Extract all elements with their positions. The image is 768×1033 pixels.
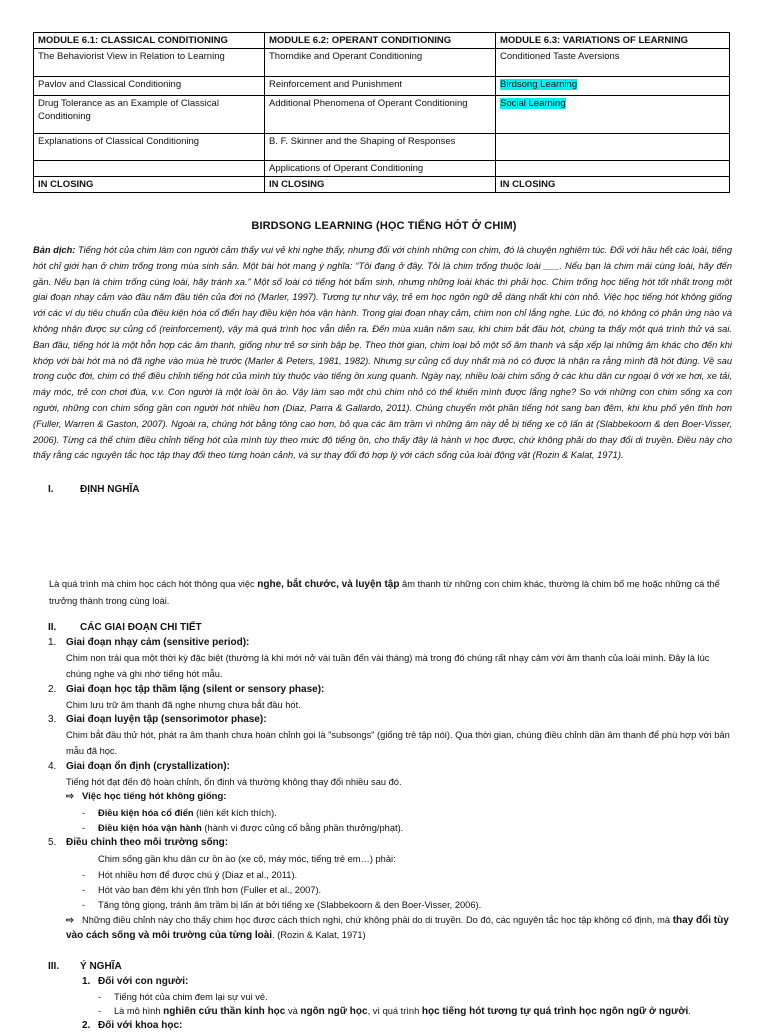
heading-stages xyxy=(48,621,202,635)
stage-title: Điều chỉnh theo môi trường sống: xyxy=(66,837,229,848)
definition-text: Là quá trình mà chim học cách hót thông qua việc xyxy=(49,579,258,589)
note-text: . (Rozin & Kalat, 1971) xyxy=(272,930,366,940)
heading-number: III. xyxy=(48,961,60,972)
list-item xyxy=(82,883,321,897)
stage-number: 2. xyxy=(48,684,57,695)
list-item xyxy=(98,1004,691,1019)
stage-title: Giai đoạn ổn định (crystallization): xyxy=(66,761,230,772)
highlighted-birdsong-learning: Birdsong Learning xyxy=(500,79,578,90)
table-cell xyxy=(496,96,730,134)
subheading-number: 2. xyxy=(82,1020,91,1031)
section-title: BIRDSONG LEARNING (HỌC TIẾNG HÓT Ở CHIM) xyxy=(251,220,517,232)
list-item xyxy=(82,898,481,912)
list-item xyxy=(82,806,277,820)
stage-description: Chim non trải qua một thời kỳ đặc biệt (thường là khi mới nở vài tuần đến vài tháng) mà trong đó chúng rất nhạy cảm với âm thanh của loài mình. Đây là lúc chúng nghe và ghi nhớ tiếng hót mẫu. xyxy=(66,653,710,679)
list-item xyxy=(82,821,403,835)
stage-item xyxy=(48,683,324,697)
subheading-text: Đối với con người: xyxy=(98,976,189,987)
stage-description: Chim lưu trữ âm thanh đã nghe nhưng chưa bắt đầu hót. xyxy=(66,700,301,710)
header-module-6-1: MODULE 6.1: CLASSICAL CONDITIONING xyxy=(34,33,265,49)
table-cell xyxy=(34,161,265,177)
table-cell: B. F. Skinner and the Shaping of Responses xyxy=(265,134,496,161)
list-item xyxy=(82,868,297,882)
subheading-number: 1. xyxy=(82,976,91,987)
table-cell: Pavlov and Classical Conditioning xyxy=(34,77,265,96)
dash-bullet: - xyxy=(98,1006,102,1016)
stage5-conclusion xyxy=(66,913,736,943)
table-cell xyxy=(496,77,730,96)
dash-bullet: - xyxy=(82,870,86,880)
arrow-icon: ⇨ xyxy=(66,915,74,925)
list-text: và xyxy=(285,1006,301,1016)
dash-bullet: - xyxy=(82,808,86,818)
note-text: Những điều chỉnh này cho thấy chim học được cách thích nghi, chứ không phải do di truyền. Do đó, các nguyên tắc học tập không cố định, mà xyxy=(82,915,673,925)
table-cell: Reinforcement and Punishment xyxy=(265,77,496,96)
list-text: (hành vi được củng cố bằng phần thưởng/phạt). xyxy=(201,823,404,833)
stage-title: Giai đoạn học tập thầm lặng (silent or sensory phase): xyxy=(66,684,325,695)
stage-number: 1. xyxy=(48,637,57,648)
table-row xyxy=(34,96,730,134)
note-emphasis: thay đổi tùy vào cách sống và môi trường của từng loài xyxy=(66,915,729,941)
table-row xyxy=(34,134,730,161)
table-cell: Drug Tolerance as an Example of Classical Conditioning xyxy=(34,96,265,134)
stage-number: 3. xyxy=(48,714,57,725)
table-cell: Thorndike and Operant Conditioning xyxy=(265,49,496,77)
dash-bullet: - xyxy=(82,823,86,833)
list-text: Hót vào ban đêm khi yên tĩnh hơn (Fuller et al., 2007). xyxy=(98,885,322,895)
list-text: Hót nhiều hơn để được chú ý (Diaz et al., 2011). xyxy=(98,870,298,880)
stage-description: Chim bắt đầu thử hót, phát ra âm thanh chưa hoàn chỉnh gọi là "subsongs" (giống trẻ tập nói). Qua thời gian, chúng điều chỉnh dần âm thanh để phù hợp với bản mẫu đã học. xyxy=(66,730,730,756)
heading-text: CÁC GIAI ĐOẠN CHI TIẾT xyxy=(80,622,202,633)
heading-definition xyxy=(48,483,139,497)
translation-text: Tiếng hót của chim làm con người cảm thấy vui vẻ khi nghe thấy, nhưng đối với chính những con chim, đó là chuyện nghiêm túc. Đối với hầu hết các loài, tiếng hót chỉ giới hạn ở chim trống trong mùa sinh sản. Một bài hót mang ý nghĩa: “Tôi đang ở đây. Tôi là chim trống thuộc loài ___. Nếu bạn là chim mái cùng loài, hãy đến gần. Nếu bạn là chim trống cùng loài, hãy tránh xa.” Một số loài có tiếng hót bẩm sinh, nhưng những loài khác thì phải học. Chim trống học tiếng hót tốt nhất trong một giai đoạn nhạy cảm vào đầu năm đầu tiên của đời nó (Marler, 1997). Tương tự như vậy, trẻ em học ngôn ngữ dễ dàng nhất khi còn nhỏ. Việc học tiếng hót không giống với các ví dụ tiêu chuẩn của điều kiện hóa cổ điển hay điều kiện hóa vận hành. Trong giai đoạn nhạy cảm, chim non chỉ lắng nghe. Lúc đó, nó không có phản ứng nào và không nhận được sự củng cố (reinforcement), vậy mà quá trình học vẫn diễn ra. Đến mùa xuân năm sau, khi chim bắt đầu hót, chúng ta thấy một quá trình thử và sai. Ban đầu, tiếng hót là một hỗn hợp các âm thanh, giống như trẻ sơ sinh bập bẹ. Theo thời gian, chim loại bỏ một số âm thanh và sắp xếp lại những âm khác cho đến khi khớp với bài hót mà nó đã nghe vào mùa hè trước (Marler & Peters, 1981, 1982). Nhưng sự củng cố duy nhất mà nó có được là nhận ra rằng mình đã hót đúng. Về sau trong cuộc đời, chim có thể điều chỉnh tiếng hót của mình tùy thuộc vào tiếng ồn xung quanh. Ngày nay, nhiều loài chim sống ở các khu dân cư ngoại ô với xe hơi, xe tải, máy móc, trẻ con chơi đùa, v.v. Con người là một loài ồn ào. Vậy làm sao một chú chim nhỏ có thể khiến mình được lắng nghe? So với những con chim sống xa con người, những con chim sống gần con người hót nhiều hơn (Diaz, Parra & Gallardo, 2011). Chúng chuyển một phần tiếng hót sang ban đêm, khi khu phố yên tĩnh hơn (Fuller, Warren & Gaston, 2007). Ngoài ra, chúng hót bằng tông cao hơn, bỏ qua các âm trầm vì những âm này dễ bị tiếng xe cộ lấn át (Slabbekoorn & den Boer-Visser, 2006). Từng cá thể chim điều chỉnh tiếng hót của mình tùy theo mức độ tiếng ồn, cho thấy đây là hành vi học được, chứ không phải do thay đổi di truyền. Điều này cho thấy rằng các nguyên tắc học tập thay đổi theo từng hoàn cảnh, và sự thay đổi đó hợp lý với cách sống của loài động vật (Rozin & Kalat, 1971). xyxy=(33,245,732,461)
table-cell: Conditioned Taste Aversions xyxy=(496,49,730,77)
table-header-row xyxy=(34,33,730,49)
list-text: Là mô hình xyxy=(114,1006,164,1016)
table-cell xyxy=(496,134,730,161)
stage-description: Tiếng hót đạt đến độ hoàn chỉnh, ổn định và thường không thay đổi nhiều sau đó. xyxy=(66,777,402,787)
list-emphasis: Điều kiện hóa vận hành xyxy=(98,823,202,833)
list-emphasis: học tiếng hót tương tự quá trình học ngôn ngữ ở người xyxy=(421,1006,689,1017)
stage-number: 5. xyxy=(48,837,57,848)
header-module-6-2: MODULE 6.2: OPERANT CONDITIONING xyxy=(265,33,496,49)
table-row xyxy=(34,161,730,177)
table-cell xyxy=(496,161,730,177)
table-cell: Applications of Operant Conditioning xyxy=(265,161,496,177)
definition-emphasis: nghe, bắt chước, và luyện tập xyxy=(257,579,400,590)
table-closing-row xyxy=(34,177,730,193)
stage-item xyxy=(48,760,230,774)
stage-number: 4. xyxy=(48,761,57,772)
table-row xyxy=(34,77,730,96)
heading-meaning xyxy=(48,960,122,974)
list-text: . xyxy=(688,1006,691,1016)
module-table xyxy=(33,32,730,193)
table-cell: IN CLOSING xyxy=(496,177,730,193)
table-cell: IN CLOSING xyxy=(265,177,496,193)
meaning-subheading xyxy=(82,1019,182,1033)
stage-title: Giai đoạn nhạy cảm (sensitive period): xyxy=(66,637,250,648)
list-item xyxy=(98,990,268,1004)
subheading-text: Đối với khoa học: xyxy=(98,1020,183,1031)
stage-description: Chim sống gần khu dân cư ồn ào (xe cộ, máy móc, tiếng trẻ em…) phải: xyxy=(98,854,396,864)
table-cell: Explanations of Classical Conditioning xyxy=(34,134,265,161)
list-text: Tiếng hót của chim đem lại sự vui vẻ. xyxy=(114,992,268,1002)
translation-label: Bản dịch: xyxy=(33,245,76,255)
stage-title: Giai đoạn luyện tập (sensorimotor phase): xyxy=(66,714,267,725)
list-emphasis: Điều kiện hóa cổ điển xyxy=(98,808,194,818)
dash-bullet: - xyxy=(98,992,102,1002)
definition-text: âm thanh từ những con chim khác, thường là chim bố mẹ hoặc những cá thể trưởng thành trong cùng loài. xyxy=(49,579,720,606)
stage-item xyxy=(48,713,267,727)
arrow-icon: ⇨ xyxy=(66,791,74,802)
meaning-subheading xyxy=(82,975,188,989)
heading-number: I. xyxy=(48,484,54,495)
stage-item xyxy=(48,636,249,650)
heading-text: Ý NGHĨA xyxy=(80,961,122,972)
dash-bullet: - xyxy=(82,900,86,910)
table-cell: The Behaviorist View in Relation to Learning xyxy=(34,49,265,77)
table-cell: Additional Phenomena of Operant Conditioning xyxy=(265,96,496,134)
arrow-text: Việc học tiếng hót không giống: xyxy=(82,791,227,802)
list-text: (liên kết kích thích). xyxy=(193,808,277,818)
list-text: , vì quá trình xyxy=(367,1006,422,1016)
definition-paragraph xyxy=(49,576,733,609)
table-row xyxy=(34,49,730,77)
table-cell: IN CLOSING xyxy=(34,177,265,193)
heading-number: II. xyxy=(48,622,57,633)
stage-item xyxy=(48,836,228,850)
dash-bullet: - xyxy=(82,885,86,895)
stage4-arrow-note xyxy=(66,790,226,804)
highlighted-social-learning: Social Learning xyxy=(500,98,566,109)
header-module-6-3: MODULE 6.3: VARIATIONS OF LEARNING xyxy=(496,33,730,49)
list-emphasis: ngôn ngữ học xyxy=(300,1006,368,1017)
list-emphasis: nghiên cứu thần kinh học xyxy=(163,1006,286,1017)
heading-text: ĐỊNH NGHĨA xyxy=(80,484,140,495)
translation-paragraph xyxy=(33,243,732,464)
list-text: Tăng tông giọng, tránh âm trầm bị lấn át bởi tiếng xe (Slabbekoorn & den Boer-Visser, 2006). xyxy=(98,900,482,910)
